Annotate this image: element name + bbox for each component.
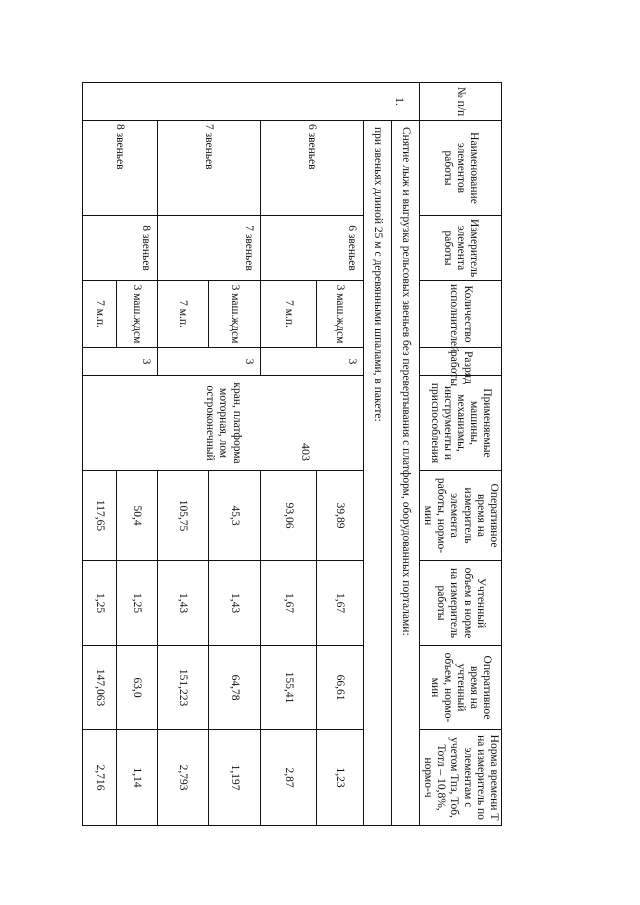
header-machines: Применяемые машины, механизмы, инструменты и приспособления — [419, 376, 501, 471]
meter-8: 8 звеньев — [82, 216, 157, 281]
norm-cell: 2,793 — [157, 730, 208, 826]
op-time-cell: 117,65 — [82, 471, 116, 561]
op-time-cell: 93,06 — [260, 471, 316, 561]
header-op-time: Оперативное время на измеритель элемента работы, нормо-мин — [419, 471, 501, 561]
header-element-name: Наименование элементов работы — [419, 121, 501, 216]
element-name-6: 6 звеньев — [260, 121, 363, 216]
header-workers: Количество исполнителей — [419, 281, 501, 348]
volume-cell: 1,25 — [116, 561, 157, 646]
op-time-volume-cell: 147,063 — [82, 646, 116, 730]
op-time-volume-cell: 151,223 — [157, 646, 208, 730]
grade-7: 3 — [157, 348, 260, 376]
header-norm: Норма времени Т на измеритель по элементам с учетом Тпз, Тоб, Тотл – 10,8%, нормо-ч — [419, 730, 501, 826]
section-row — [391, 83, 419, 826]
subsection-row — [363, 83, 391, 826]
workers-cell: 3 маш.ждсм — [316, 281, 363, 348]
norms-table — [82, 82, 502, 826]
op-time-cell: 39,89 — [316, 471, 363, 561]
op-time-cell: 45,3 — [208, 471, 260, 561]
op-time-volume-cell: 63,0 — [116, 646, 157, 730]
op-time-cell: 105,75 — [157, 471, 208, 561]
section-title: Снятие лыж и выгрузка рельсовых звеньев без перевертывания с платформ, оборудованных порталами: — [391, 121, 419, 826]
header-volume: Учтенный объем в норме на измеритель работы — [419, 561, 501, 646]
subsection-title: при звеньях длиной 25 м с деревянными шпалами, в пакете: — [363, 121, 391, 826]
op-time-cell: 50,4 — [116, 471, 157, 561]
op-time-volume-cell: 64,78 — [208, 646, 260, 730]
norm-cell: 2,716 — [82, 730, 116, 826]
workers-cell: 7 м.п. — [260, 281, 316, 348]
page-number: 403 — [299, 443, 313, 461]
norm-cell: 2,87 — [260, 730, 316, 826]
workers-cell: 3 маш.ждсм — [116, 281, 157, 348]
meter-6: 6 звеньев — [260, 216, 363, 281]
volume-cell: 1,67 — [316, 561, 363, 646]
rotated-table-wrapper — [93, 82, 502, 825]
header-meter: Измеритель элемента работы — [419, 216, 501, 281]
element-name-7: 7 звеньев — [157, 121, 260, 216]
norm-cell: 1,23 — [316, 730, 363, 826]
workers-cell: 7 м.п. — [157, 281, 208, 348]
meter-7: 7 звеньев — [157, 216, 260, 281]
header-op-time-volume: Оперативное время на учтенный объем, нормо-мин — [419, 646, 501, 730]
header-row — [419, 83, 501, 826]
workers-cell: 3 маш.ждсм — [208, 281, 260, 348]
volume-cell: 1,25 — [82, 561, 116, 646]
element-name-8: 8 звеньев — [82, 121, 157, 216]
header-grade: Разряд работы — [419, 348, 501, 376]
op-time-volume-cell: 155,41 — [260, 646, 316, 730]
norm-cell: 1,14 — [116, 730, 157, 826]
row-number: 1. — [82, 83, 419, 121]
volume-cell: 1,67 — [260, 561, 316, 646]
norm-cell: 1,197 — [208, 730, 260, 826]
table-area — [93, 82, 502, 825]
op-time-volume-cell: 66,61 — [316, 646, 363, 730]
volume-cell: 1,43 — [157, 561, 208, 646]
workers-cell: 7 м.п. — [82, 281, 116, 348]
table-row — [316, 83, 363, 826]
grade-6: 3 — [260, 348, 363, 376]
header-num: № п/п — [419, 83, 501, 121]
grade-8: 3 — [82, 348, 157, 376]
volume-cell: 1,43 — [208, 561, 260, 646]
machines-cell: кран, платформа моторная, лом остроконечный — [82, 376, 363, 471]
